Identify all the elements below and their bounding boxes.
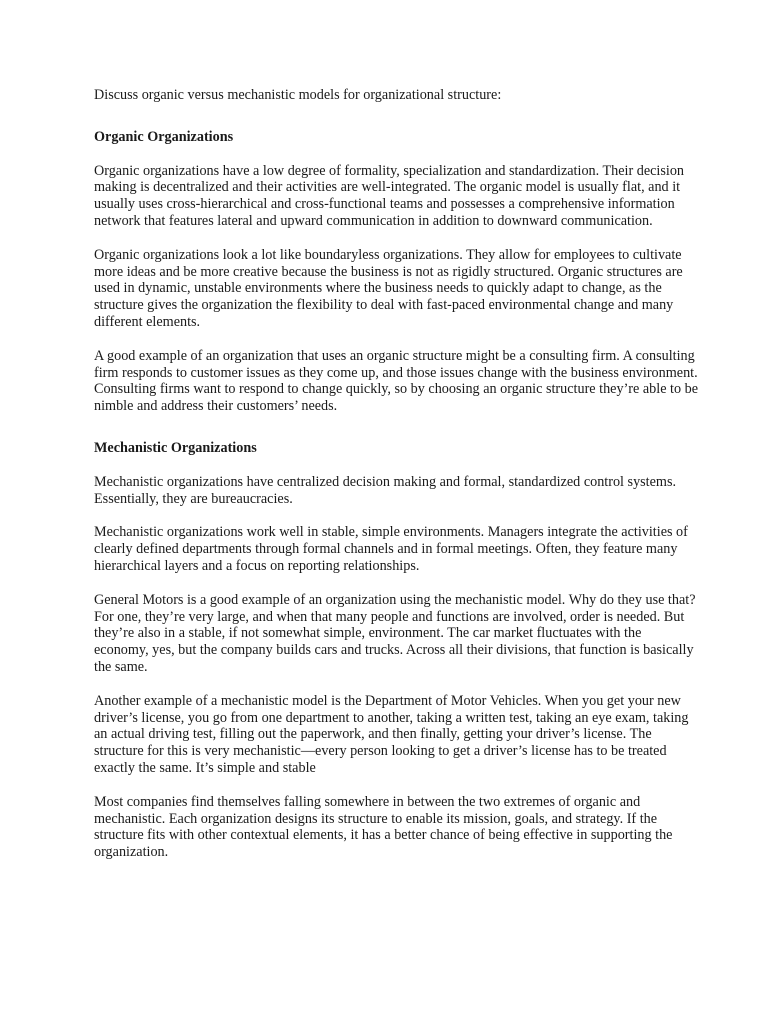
paragraph: Another example of a mechanistic model is the Department of Motor Vehicles. When you get your new driver’s license, you go from one department to another, taking a written test, taking an eye exam, taking an actual driving test, filling out the paperwork, and then finally, getting your driver’s license. The structure for this is very mechanistic—every person looking to get a driver’s license has to be treated exactly the same. It’s simple and stable bbox=[94, 692, 689, 776]
intro-prompt: Discuss organic versus mechanistic models for organizational structure: bbox=[94, 87, 502, 103]
paragraph: Organic organizations have a low degree of formality, specialization and standardization. Their decision making is decentralized and their activities are well-integrated. The organic model is usually flat, and it usually uses cross-hierarchical and cross-functional teams and possesses a comprehensive information network that features lateral and upward communication in addition to downward communication. bbox=[94, 162, 685, 229]
paragraph: A good example of an organization that uses an organic structure might be a consulting firm. A consulting firm responds to customer issues as they come up, and those issues change with the business environment. Consulting firms want to respond to change quickly, so by choosing an organic structure they’re able to be nimble and address their customers’ needs. bbox=[94, 347, 699, 415]
section-heading-organic: Organic Organizations bbox=[94, 128, 234, 145]
paragraph: Most companies find themselves falling somewhere in between the two extremes of organic and mechanistic. Each organization designs its structure to enable its mission, goals, and strategy. If the structure fits with other contextual elements, it has a better chance of being effective in supporting the organization. bbox=[94, 793, 673, 861]
section-heading-mechanistic: Mechanistic Organizations bbox=[94, 439, 257, 456]
paragraph: Organic organizations look a lot like boundaryless organizations. They allow for employees to cultivate more ideas and be more creative because the business is not as rigidly structured. Organic structures are used in dynamic, unstable environments where the business needs to quickly adapt to change, as the structure gives the organization the flexibility to deal with fast-paced environmental change and many different elements. bbox=[94, 246, 683, 330]
paragraph: Mechanistic organizations work well in stable, simple environments. Managers integrate the activities of clearly defined departments through formal channels and in formal meetings. Often, they feature many hierarchical layers and a focus on reporting relationships. bbox=[94, 524, 688, 574]
paragraph: Mechanistic organizations have centralized decision making and formal, standardized control systems. Essentially, they are bureaucracies. bbox=[94, 473, 677, 507]
section-spacer bbox=[94, 432, 698, 440]
section-mechanistic bbox=[94, 440, 698, 861]
paragraph: General Motors is a good example of an organization using the mechanistic model. Why do they use that? For one, they’re very large, and when that many people and functions are involved, order is needed. But they’re also in a stable, if not somewhat simple, environment. The car market fluctuates with the economy, yes, but the company builds cars and trucks. Across all their divisions, that function is basically the same. bbox=[94, 591, 696, 675]
section-organic bbox=[94, 129, 698, 415]
